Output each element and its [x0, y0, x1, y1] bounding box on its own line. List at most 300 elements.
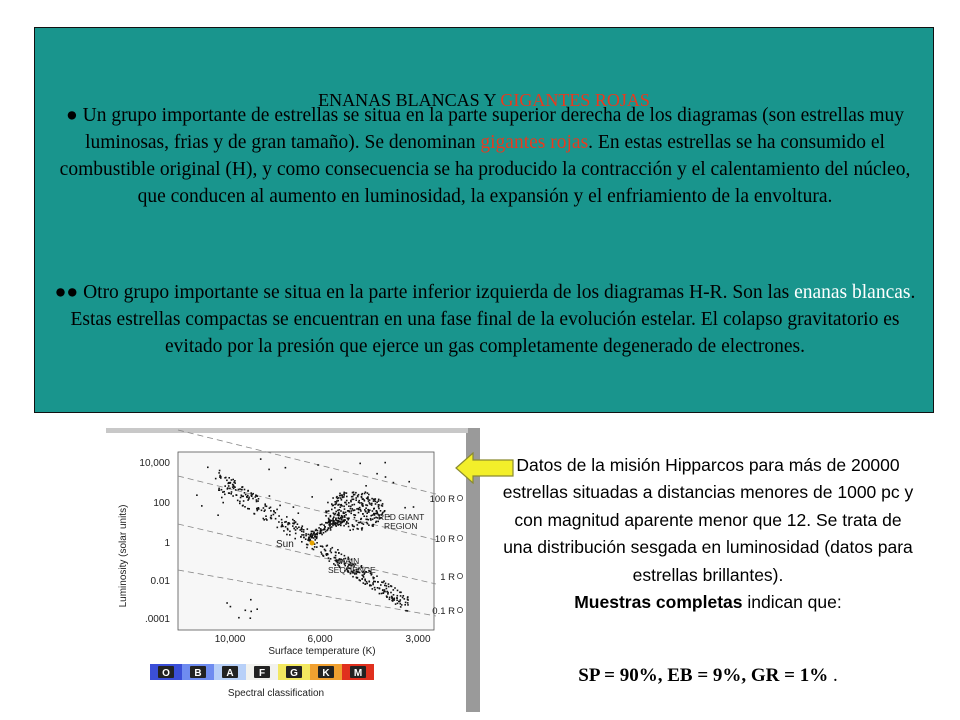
star-point	[349, 529, 351, 531]
star-point	[394, 587, 396, 589]
star-point	[337, 500, 339, 502]
star-point	[322, 546, 324, 548]
star-point	[399, 601, 401, 603]
star-point	[330, 550, 332, 552]
star-point	[253, 513, 255, 515]
star-point	[352, 508, 354, 510]
radius-label-10: 10 R	[434, 534, 455, 545]
star-point	[301, 541, 303, 543]
star-point	[378, 506, 380, 508]
star-point	[374, 517, 376, 519]
star-point	[350, 508, 352, 510]
star-point	[369, 499, 371, 501]
star-point	[376, 521, 378, 523]
star-point	[250, 492, 252, 494]
star-point	[244, 492, 246, 494]
star-point	[386, 595, 388, 597]
star-point	[407, 599, 409, 601]
star-point	[389, 599, 391, 601]
star-point	[401, 604, 403, 606]
star-point	[271, 515, 273, 517]
star-point	[311, 531, 313, 533]
star-point	[366, 512, 368, 514]
star-point	[323, 532, 325, 534]
star-point	[308, 534, 310, 536]
star-point	[330, 529, 332, 531]
star-point	[320, 551, 322, 553]
star-point	[293, 506, 295, 508]
star-point	[330, 548, 332, 550]
sun-marker	[310, 541, 315, 546]
sample-summary	[502, 665, 914, 687]
star-point	[381, 505, 383, 507]
star-point	[316, 536, 318, 538]
star-point	[374, 499, 376, 501]
star-point	[278, 515, 280, 517]
star-point	[271, 518, 273, 520]
star-point	[258, 498, 260, 500]
y-tick-00001: .0001	[144, 614, 170, 625]
star-point	[334, 504, 336, 506]
star-point	[336, 500, 338, 502]
star-point	[329, 522, 331, 524]
star-point	[314, 536, 316, 538]
star-point	[331, 479, 333, 481]
star-point	[278, 521, 280, 523]
star-point	[379, 588, 381, 590]
description-after-bold: indican que:	[742, 592, 842, 613]
star-point	[317, 464, 319, 466]
star-point	[303, 531, 305, 533]
star-point	[260, 458, 262, 460]
star-point	[374, 581, 376, 583]
star-point	[297, 528, 299, 530]
star-point	[375, 517, 377, 519]
star-point	[377, 581, 379, 583]
star-point	[371, 498, 373, 500]
star-point	[372, 582, 374, 584]
star-point	[343, 506, 345, 508]
star-point	[263, 507, 265, 509]
star-point	[358, 500, 360, 502]
radius-label-1: 1 R	[440, 572, 455, 583]
star-point	[320, 545, 322, 547]
star-point	[358, 508, 360, 510]
star-point	[326, 512, 328, 514]
star-point	[390, 585, 392, 587]
star-point	[347, 519, 349, 521]
star-point	[344, 502, 346, 504]
star-point	[368, 511, 370, 513]
star-point	[328, 510, 330, 512]
bullet-two: ●●	[54, 282, 84, 303]
star-point	[352, 504, 354, 506]
star-point	[407, 604, 409, 606]
star-point	[382, 503, 384, 505]
star-point	[297, 523, 299, 525]
star-point	[334, 520, 336, 522]
star-point	[244, 489, 246, 491]
star-point	[395, 603, 397, 605]
red-giant-label-2: REGION	[384, 521, 418, 531]
star-point	[407, 610, 409, 612]
star-point	[230, 606, 232, 608]
title-white-part: ENANAS BLANCAS Y	[318, 90, 501, 110]
star-point	[396, 597, 398, 599]
star-point	[273, 514, 275, 516]
star-point	[364, 583, 366, 585]
star-point	[388, 586, 390, 588]
star-point	[384, 589, 386, 591]
star-point	[245, 610, 247, 612]
star-point	[233, 486, 235, 488]
star-point	[248, 508, 250, 510]
star-point	[283, 530, 285, 532]
star-point	[355, 497, 357, 499]
main-sequence-label-1: MAIN	[338, 556, 360, 566]
figure-top-border	[106, 428, 468, 433]
star-point	[397, 590, 399, 592]
star-point	[388, 583, 390, 585]
star-point	[270, 510, 272, 512]
star-point	[238, 489, 240, 491]
star-point	[360, 510, 362, 512]
star-point	[223, 491, 225, 493]
star-point	[394, 598, 396, 600]
star-point	[337, 521, 339, 523]
star-point	[324, 526, 326, 528]
star-point	[301, 527, 303, 529]
y-tick-001: 0.01	[150, 576, 170, 587]
star-point	[352, 576, 354, 578]
star-point	[407, 596, 409, 598]
star-point	[390, 592, 392, 594]
star-point	[405, 602, 407, 604]
star-point	[239, 488, 241, 490]
p2-text-a: Otro grupo importante se situa en la parte inferior izquierda de los diagramas H-R. Son las	[83, 282, 795, 303]
star-point	[360, 521, 362, 523]
star-point	[326, 522, 328, 524]
star-point	[247, 499, 249, 501]
star-point	[228, 477, 230, 479]
star-point	[386, 591, 388, 593]
x-tick-6000: 6,000	[307, 634, 333, 645]
star-point	[256, 499, 258, 501]
star-point	[369, 502, 371, 504]
star-point	[372, 588, 374, 590]
star-point	[332, 497, 334, 499]
star-point	[344, 519, 346, 521]
star-point	[368, 581, 370, 583]
star-point	[318, 527, 320, 529]
star-point	[219, 489, 221, 491]
star-point	[224, 477, 226, 479]
star-point	[337, 504, 339, 506]
star-point	[265, 505, 267, 507]
spectral-letter: K	[322, 668, 330, 679]
star-point	[292, 523, 294, 525]
star-point	[333, 522, 335, 524]
star-point	[361, 518, 363, 520]
star-point	[263, 519, 265, 521]
star-point	[277, 527, 279, 529]
star-point	[230, 482, 232, 484]
star-point	[354, 494, 356, 496]
star-point	[269, 495, 271, 497]
star-point	[378, 504, 380, 506]
star-point	[337, 549, 339, 551]
star-point	[387, 593, 389, 595]
paragraph-white-dwarfs	[53, 279, 917, 360]
star-point	[256, 608, 258, 610]
star-point	[340, 510, 342, 512]
star-point	[250, 611, 252, 613]
star-point	[391, 597, 393, 599]
star-point	[352, 529, 354, 531]
star-point	[320, 524, 322, 526]
star-point	[345, 514, 347, 516]
star-point	[346, 504, 348, 506]
star-point	[286, 516, 288, 518]
star-point	[404, 507, 406, 509]
star-point	[341, 554, 343, 556]
star-point	[373, 578, 375, 580]
star-point	[292, 519, 294, 521]
star-point	[367, 509, 369, 511]
star-point	[372, 510, 374, 512]
star-point	[300, 536, 302, 538]
star-point	[301, 534, 303, 536]
star-point	[362, 513, 364, 515]
star-point	[310, 533, 312, 535]
star-point	[321, 534, 323, 536]
star-point	[385, 583, 387, 585]
star-point	[382, 590, 384, 592]
star-point	[358, 512, 360, 514]
star-point	[364, 500, 366, 502]
star-point	[288, 522, 290, 524]
star-point	[237, 500, 239, 502]
star-point	[356, 520, 358, 522]
paragraph-red-giants	[53, 102, 917, 210]
star-point	[400, 606, 402, 608]
star-point	[315, 529, 317, 531]
star-point	[228, 485, 230, 487]
star-point	[397, 595, 399, 597]
star-point	[399, 592, 401, 594]
star-point	[244, 506, 246, 508]
star-point	[264, 503, 266, 505]
star-point	[365, 491, 367, 493]
star-point	[312, 548, 314, 550]
star-point	[352, 525, 354, 527]
hr-diagram	[106, 428, 480, 712]
star-point	[361, 523, 363, 525]
star-point	[370, 585, 372, 587]
star-point	[238, 617, 240, 619]
star-point	[350, 513, 352, 515]
star-point	[281, 519, 283, 521]
hr-diagram-figure	[106, 428, 480, 712]
star-point	[336, 497, 338, 499]
star-point	[350, 501, 352, 503]
star-point	[353, 499, 355, 501]
star-point	[266, 519, 268, 521]
star-point	[316, 542, 318, 544]
star-point	[340, 504, 342, 506]
star-point	[330, 558, 332, 560]
star-point	[241, 495, 243, 497]
star-point	[363, 582, 365, 584]
main-sequence-label-2: SEQUENCE	[328, 565, 376, 575]
star-point	[246, 497, 248, 499]
star-point	[335, 518, 337, 520]
star-point	[240, 497, 242, 499]
star-point	[356, 508, 358, 510]
star-point	[386, 585, 388, 587]
star-point	[252, 498, 254, 500]
p1-text-a: Un grupo importante de estrellas se situa en la parte superior derecha de los diagramas (son estrellas muy luminosas, frias y de gran tamaño). Se denominan	[82, 105, 905, 153]
star-point	[393, 594, 395, 596]
star-point	[309, 540, 311, 542]
star-point	[400, 599, 402, 601]
star-point	[314, 546, 316, 548]
star-point	[326, 530, 328, 532]
star-point	[372, 519, 374, 521]
star-point	[231, 491, 233, 493]
star-point	[252, 493, 254, 495]
star-point	[227, 487, 229, 489]
star-point	[257, 500, 259, 502]
star-point	[374, 589, 376, 591]
star-point	[345, 523, 347, 525]
star-point	[235, 494, 237, 496]
star-point	[358, 522, 360, 524]
star-point	[335, 552, 337, 554]
star-point	[376, 575, 378, 577]
star-point	[365, 485, 367, 487]
star-point	[344, 492, 346, 494]
star-point	[341, 494, 343, 496]
star-point	[368, 494, 370, 496]
star-point	[350, 506, 352, 508]
star-point	[378, 508, 380, 510]
star-point	[373, 581, 375, 583]
star-point	[367, 523, 369, 525]
star-point	[340, 523, 342, 525]
star-point	[365, 507, 367, 509]
star-point	[364, 509, 366, 511]
star-point	[325, 531, 327, 533]
star-point	[365, 511, 367, 513]
star-point	[374, 587, 376, 589]
star-point	[364, 580, 366, 582]
sun-label: Sun	[276, 539, 294, 550]
star-point	[335, 523, 337, 525]
star-point	[248, 497, 250, 499]
description-bold: Muestras completas	[574, 592, 743, 613]
star-point	[380, 500, 382, 502]
star-point	[375, 503, 377, 505]
star-point	[382, 592, 384, 594]
star-point	[338, 552, 340, 554]
star-point	[340, 518, 342, 520]
star-point	[340, 506, 342, 508]
star-point	[303, 534, 305, 536]
star-point	[270, 507, 272, 509]
star-point	[294, 538, 296, 540]
title-red-part: GIGANTES ROJAS	[500, 90, 650, 110]
star-point	[305, 538, 307, 540]
star-point	[340, 497, 342, 499]
star-point	[201, 505, 203, 507]
star-point	[326, 545, 328, 547]
star-point	[243, 500, 245, 502]
star-point	[305, 535, 307, 537]
star-point	[382, 582, 384, 584]
star-point	[333, 516, 335, 518]
star-point	[407, 602, 409, 604]
star-point	[403, 595, 405, 597]
star-point	[386, 588, 388, 590]
star-point	[232, 495, 234, 497]
star-point	[353, 491, 355, 493]
star-point	[339, 509, 341, 511]
star-point	[368, 524, 370, 526]
star-point	[261, 510, 263, 512]
star-point	[286, 534, 288, 536]
star-point	[313, 532, 315, 534]
info-panel	[34, 27, 934, 413]
star-point	[207, 467, 209, 469]
radius-label-01: 0.1 R	[432, 606, 455, 617]
star-point	[224, 494, 226, 496]
star-point	[346, 496, 348, 498]
star-point	[405, 610, 407, 612]
star-point	[377, 587, 379, 589]
star-point	[332, 518, 334, 520]
star-point	[346, 492, 348, 494]
spectral-letter: B	[194, 668, 202, 679]
p1-text-b: . En estas estrellas se ha consumido el combustible original (H), y como consecuencia se ha producido la contracción y el calentamiento del núcleo, que conducen al aumento en luminosidad, la expansión y el enfriamiento de la envoltura.	[59, 132, 911, 207]
star-point	[361, 578, 363, 580]
star-point	[218, 488, 220, 490]
star-point	[355, 492, 357, 494]
star-point	[322, 555, 324, 557]
star-point	[359, 463, 361, 465]
star-point	[226, 480, 228, 482]
star-point	[343, 512, 345, 514]
star-point	[400, 603, 402, 605]
star-point	[275, 518, 277, 520]
star-point	[335, 524, 337, 526]
star-point	[298, 512, 300, 514]
star-point	[402, 597, 404, 599]
star-point	[314, 533, 316, 535]
star-point	[227, 483, 229, 485]
star-point	[359, 502, 361, 504]
star-point	[241, 486, 243, 488]
star-point	[335, 513, 337, 515]
star-point	[353, 526, 355, 528]
summary-end: .	[828, 665, 838, 686]
star-point	[232, 484, 234, 486]
star-point	[354, 504, 356, 506]
star-point	[257, 507, 259, 509]
hipparcos-description	[502, 452, 914, 616]
star-point	[229, 492, 231, 494]
star-point	[234, 480, 236, 482]
